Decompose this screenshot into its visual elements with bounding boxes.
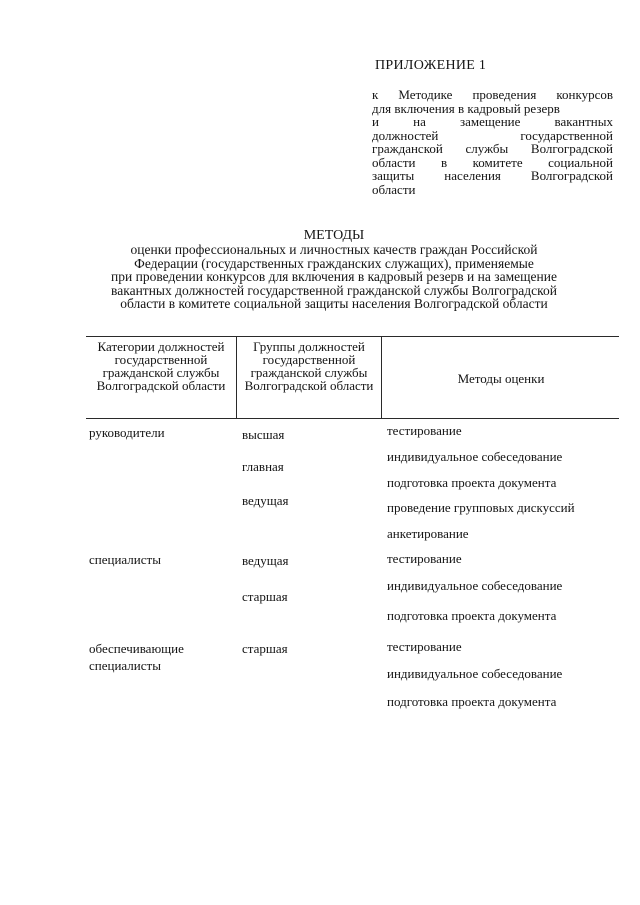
- heading-line: области в комитете социальной защиты населения Волгоградской области: [120, 296, 548, 312]
- method-cell: проведение групповых дискуссий: [387, 500, 575, 515]
- appendix-line: и на замещение вакантных: [372, 114, 613, 129]
- appendix-line: к Методике проведения конкурсов: [372, 87, 613, 102]
- column-divider: [236, 336, 237, 419]
- method-cell: подготовка проекта документа: [387, 694, 557, 709]
- group-cell: ведущая: [242, 493, 289, 508]
- header-methods: Методы оценки: [457, 371, 545, 386]
- method-cell: подготовка проекта документа: [387, 608, 557, 623]
- appendix-reference: [372, 88, 613, 196]
- method-cell: индивидуальное собеседование: [387, 449, 563, 464]
- method-cell: тестирование: [387, 639, 462, 654]
- group-cell: старшая: [242, 589, 288, 604]
- group-cell: ведущая: [242, 553, 289, 568]
- method-cell: подготовка проекта документа: [387, 475, 557, 490]
- category-cell: обеспечивающие специалисты: [89, 641, 184, 673]
- heading-line: при проведении конкурсов для включения в кадровый резерв и на замещение: [111, 269, 557, 285]
- document-title: МЕТОДЫ: [303, 228, 365, 243]
- table-header-rule: [86, 418, 619, 419]
- group-cell: старшая: [242, 641, 288, 656]
- appendix-title: ПРИЛОЖЕНИЕ 1: [375, 58, 487, 73]
- group-cell: главная: [242, 459, 284, 474]
- column-divider: [381, 336, 382, 419]
- method-cell: тестирование: [387, 423, 462, 438]
- table-top-rule: [86, 336, 619, 337]
- heading-line: оценки профессиональных и личностных качеств граждан Российской: [130, 242, 538, 258]
- header-groups: Группы должностей государственной гражданской службы Волгоградской области: [244, 339, 374, 393]
- category-cell: специалисты: [89, 552, 161, 567]
- appendix-line: гражданской службы Волгоградской: [372, 141, 613, 156]
- appendix-line: области в комитете социальной: [372, 154, 613, 170]
- method-cell: индивидуальное собеседование: [387, 578, 563, 593]
- document-heading: [84, 229, 584, 310]
- category-cell: руководители: [89, 425, 165, 440]
- group-cell: высшая: [242, 427, 285, 442]
- appendix-line: должностей государственной: [372, 127, 613, 143]
- method-cell: анкетирование: [387, 526, 469, 541]
- appendix-line: для включения в кадровый резерв: [372, 100, 560, 116]
- heading-line: вакантных должностей государственной гражданской службы Волгоградской: [111, 282, 557, 298]
- method-cell: индивидуальное собеседование: [387, 666, 563, 681]
- heading-line: Федерации (государственных гражданских служащих), применяемые: [134, 255, 534, 271]
- appendix-line: защиты населения Волгоградской: [372, 168, 613, 183]
- method-cell: тестирование: [387, 551, 462, 566]
- appendix-line: области: [372, 181, 416, 197]
- header-category: Категории должностей государственной гражданской службы Волгоградской области: [96, 339, 226, 393]
